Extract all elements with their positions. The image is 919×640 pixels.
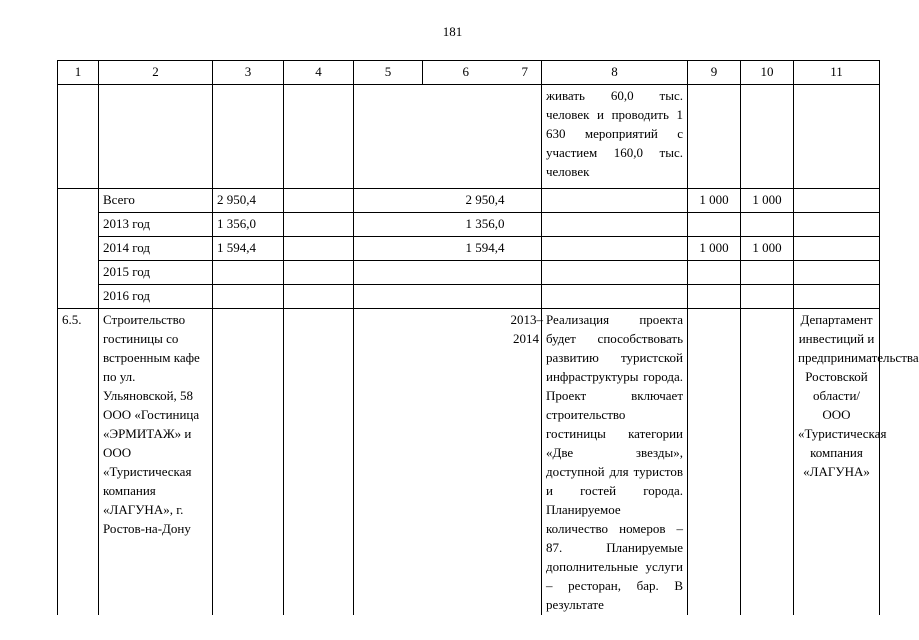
cell-empty xyxy=(741,85,794,189)
project-description: Реализация проекта будет способствовать развитию туристской инфраструктуры города. Проект включает строительство гостиницы категории «Две звезды», доступной для туристов и гостей города. Планируемое количество номеров – 87. Планируемые дополнительные услуги – ресторан, бар. В результате xyxy=(542,309,688,616)
project-name: Строительство гостиницы со встроенным кафе по ул. Ульяновской, 58 ООО «Гостиница «ЭРМИТАЖ» и ООО «Туристическая компания «ЛАГУНА», г. Ростов-на-Дону xyxy=(99,309,213,616)
summary-col-5 xyxy=(354,285,423,309)
summary-col-6 xyxy=(423,285,509,309)
cell-empty xyxy=(688,85,741,189)
summary-col-8 xyxy=(542,237,688,261)
summary-col-9: 1 000 xyxy=(688,189,741,213)
cell-empty xyxy=(99,85,213,189)
summary-col-6: 1 356,0 xyxy=(423,213,509,237)
summary-col-7 xyxy=(509,237,542,261)
col-3-header: 3 xyxy=(213,61,284,85)
summary-col-3 xyxy=(213,261,284,285)
col-9-header: 9 xyxy=(688,61,741,85)
summary-row-2015 xyxy=(58,261,880,285)
summary-col-6: 2 950,4 xyxy=(423,189,509,213)
summary-col-9 xyxy=(688,285,741,309)
summary-col-4 xyxy=(284,237,354,261)
project-row xyxy=(58,309,880,616)
summary-col-4 xyxy=(284,285,354,309)
summary-col-8 xyxy=(542,285,688,309)
summary-col-10 xyxy=(741,213,794,237)
cell-empty xyxy=(423,85,509,189)
summary-col-8 xyxy=(542,261,688,285)
summary-col-10 xyxy=(741,261,794,285)
cell-empty xyxy=(794,85,880,189)
summary-row-2014 xyxy=(58,237,880,261)
project-col-4 xyxy=(284,309,354,616)
summary-label: 2013 год xyxy=(99,213,213,237)
summary-col-3: 1 356,0 xyxy=(213,213,284,237)
summary-col-7 xyxy=(509,261,542,285)
summary-col-10: 1 000 xyxy=(741,189,794,213)
project-col-3 xyxy=(213,309,284,616)
summary-col-10: 1 000 xyxy=(741,237,794,261)
summary-col-7 xyxy=(509,285,542,309)
cell-empty xyxy=(58,85,99,189)
summary-row-2013 xyxy=(58,213,880,237)
summary-col-6: 1 594,4 xyxy=(423,237,509,261)
summary-col-4 xyxy=(284,213,354,237)
project-number: 6.5. xyxy=(58,309,99,616)
col-5-header: 5 xyxy=(354,61,423,85)
summary-col-6 xyxy=(423,261,509,285)
summary-col-5 xyxy=(354,261,423,285)
col-7-header: 7 xyxy=(509,61,542,85)
summary-number-cell xyxy=(58,189,99,309)
summary-col-11 xyxy=(794,237,880,261)
cell-empty xyxy=(213,85,284,189)
col-1-header: 1 xyxy=(58,61,99,85)
summary-col-9 xyxy=(688,261,741,285)
summary-col-11 xyxy=(794,189,880,213)
summary-col-3: 1 594,4 xyxy=(213,237,284,261)
summary-label: 2014 год xyxy=(99,237,213,261)
summary-col-9 xyxy=(688,213,741,237)
project-col-9 xyxy=(688,309,741,616)
cell-empty xyxy=(509,85,542,189)
continuation-row xyxy=(58,85,880,189)
summary-col-11 xyxy=(794,213,880,237)
continuation-text: живать 60,0 тыс. человек и проводить 1 630 мероприятий с участием 160,0 тыс. человек xyxy=(542,85,688,189)
col-4-header: 4 xyxy=(284,61,354,85)
summary-row-2016 xyxy=(58,285,880,309)
col-8-header: 8 xyxy=(542,61,688,85)
summary-col-10 xyxy=(741,285,794,309)
summary-col-5 xyxy=(354,213,423,237)
project-period: 2013– 2014 xyxy=(509,309,542,616)
project-responsible: Департамент инвестиций и предпринимательства Ростовской области/ ООО «Туристическая компания «ЛАГУНА» xyxy=(794,309,880,616)
page-number: 181 xyxy=(442,24,463,39)
summary-row-total xyxy=(58,189,880,213)
summary-col-11 xyxy=(794,261,880,285)
cell-empty xyxy=(354,85,423,189)
summary-label: 2015 год xyxy=(99,261,213,285)
summary-col-3: 2 950,4 xyxy=(213,189,284,213)
project-col-6 xyxy=(423,309,509,616)
project-col-5 xyxy=(354,309,423,616)
col-10-header: 10 xyxy=(741,61,794,85)
program-table xyxy=(57,60,919,615)
summary-col-5 xyxy=(354,189,423,213)
summary-col-7 xyxy=(509,189,542,213)
col-11-header: 11 xyxy=(794,61,880,85)
column-header-row xyxy=(58,61,880,85)
summary-col-9: 1 000 xyxy=(688,237,741,261)
summary-col-4 xyxy=(284,189,354,213)
col-2-header: 2 xyxy=(99,61,213,85)
summary-col-4 xyxy=(284,261,354,285)
col-6-header: 6 xyxy=(423,61,509,85)
summary-col-3 xyxy=(213,285,284,309)
summary-col-8 xyxy=(542,213,688,237)
summary-label: Всего xyxy=(99,189,213,213)
summary-col-8 xyxy=(542,189,688,213)
project-col-10 xyxy=(741,309,794,616)
summary-col-5 xyxy=(354,237,423,261)
summary-label: 2016 год xyxy=(99,285,213,309)
summary-col-7 xyxy=(509,213,542,237)
cell-empty xyxy=(284,85,354,189)
summary-col-11 xyxy=(794,285,880,309)
